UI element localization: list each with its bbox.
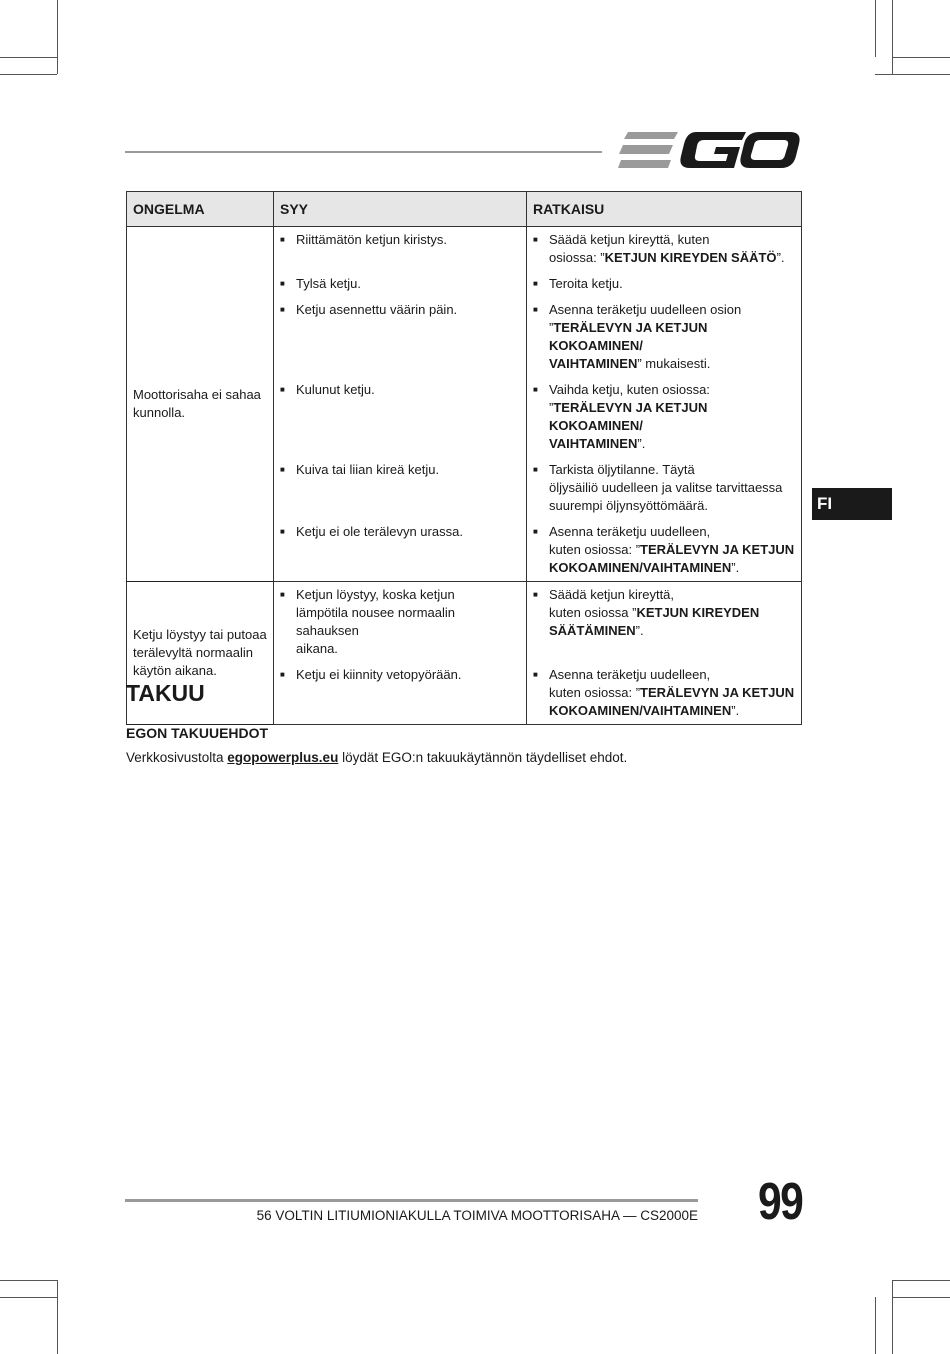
cause-cell bbox=[274, 457, 527, 519]
bullet-icon: ■ bbox=[280, 235, 285, 244]
bullet-icon: ■ bbox=[280, 590, 285, 599]
bullet-icon: ■ bbox=[280, 527, 285, 536]
bullet-icon: ■ bbox=[533, 305, 538, 314]
bullet-icon: ■ bbox=[280, 465, 285, 474]
bullet-icon: ■ bbox=[533, 279, 538, 288]
solution-text bbox=[549, 461, 795, 515]
footer-rule bbox=[125, 1199, 698, 1202]
cause-cell bbox=[274, 227, 527, 272]
cause-cell bbox=[274, 519, 527, 582]
cause-text: Ketju ei kiinnity vetopyörään. bbox=[296, 667, 462, 682]
cause-text: Riittämätön ketjun kiristys. bbox=[296, 232, 447, 247]
cause-cell bbox=[274, 297, 527, 377]
page-number: 99 bbox=[758, 1173, 803, 1231]
solution-part: Asenna teräketju uudelleen osion ” bbox=[549, 302, 742, 335]
solution-cell bbox=[527, 457, 802, 519]
cause-text: Kulunut ketju. bbox=[296, 382, 375, 397]
solution-text bbox=[549, 275, 795, 293]
solution-text bbox=[549, 586, 795, 640]
bullet-icon: ■ bbox=[533, 465, 538, 474]
bullet-icon: ■ bbox=[280, 305, 285, 314]
cause-text: Ketju asennettu väärin päin. bbox=[296, 302, 458, 317]
solution-cell bbox=[527, 271, 802, 297]
cause-text: Ketju ei ole terälevyn urassa. bbox=[296, 524, 463, 539]
footer-title: 56 VOLTIN LITIUMIONIAKULLA TOIMIVA MOOTTORISAHA — CS2000E bbox=[256, 1208, 698, 1223]
cause-cell bbox=[274, 662, 527, 725]
solution-reference: KETJUN KIREYDEN SÄÄTÄMINEN bbox=[549, 605, 760, 638]
solution-cell bbox=[527, 519, 802, 582]
bullet-icon: ■ bbox=[533, 590, 538, 599]
column-header-problem: ONGELMA bbox=[127, 192, 274, 227]
solution-part: ”. bbox=[635, 623, 644, 638]
solution-part: Säädä ketjun kireyttä, kuten osiossa: ” bbox=[549, 232, 710, 265]
solution-text bbox=[549, 301, 795, 373]
solution-cell bbox=[527, 582, 802, 663]
bullet-icon: ■ bbox=[533, 527, 538, 536]
solution-part: Asenna teräketju uudelleen, kuten osiossa: ” bbox=[549, 524, 711, 557]
table-row bbox=[127, 582, 802, 663]
solution-cell bbox=[527, 377, 802, 457]
ego-logo bbox=[618, 128, 800, 172]
solution-reference: TERÄLEVYN JA KETJUN KOKOAMINEN/ VAIHTAMINEN bbox=[549, 400, 708, 451]
warranty-text bbox=[126, 750, 627, 765]
table-row bbox=[127, 227, 802, 272]
cause-text: Ketjun löystyy, koska ketjun lämpötila nousee normaalin sahauksen aikana. bbox=[296, 587, 455, 656]
solution-part: Teroita ketju. bbox=[549, 276, 623, 291]
solution-part: ”. bbox=[731, 703, 740, 718]
solution-part: ” mukaisesti. bbox=[637, 356, 711, 371]
cause-cell bbox=[274, 271, 527, 297]
troubleshooting-table bbox=[126, 191, 802, 725]
warranty-link[interactable]: egopowerplus.eu bbox=[227, 750, 339, 765]
solution-reference: KETJUN KIREYDEN SÄÄTÖ bbox=[604, 250, 777, 265]
problem-text: Ketju löystyy tai putoaa terälevyltä normaalin käytön aikana. bbox=[133, 627, 267, 678]
cause-cell bbox=[274, 377, 527, 457]
solution-part: Tarkista öljytilanne. Täytä öljysäiliö uudelleen ja valitse tarvittaessa suurempi öljynsyöttömäärä. bbox=[549, 462, 783, 513]
solution-cell bbox=[527, 227, 802, 272]
problem-text: Moottorisaha ei sahaa kunnolla. bbox=[133, 387, 261, 420]
solution-part: ”. bbox=[776, 250, 785, 265]
bullet-icon: ■ bbox=[280, 279, 285, 288]
solution-cell bbox=[527, 297, 802, 377]
column-header-solution: RATKAISU bbox=[527, 192, 802, 227]
solution-reference: TERÄLEVYN JA KETJUN KOKOAMINEN/VAIHTAMINEN bbox=[549, 685, 795, 718]
solution-reference: TERÄLEVYN JA KETJUN KOKOAMINEN/ VAIHTAMINEN bbox=[549, 320, 708, 371]
solution-reference: TERÄLEVYN JA KETJUN KOKOAMINEN/VAIHTAMINEN bbox=[549, 542, 795, 575]
warranty-title: TAKUU bbox=[126, 680, 205, 706]
language-tab: FI bbox=[812, 488, 892, 520]
solution-text bbox=[549, 381, 795, 453]
solution-part: Säädä ketjun kireyttä, kuten osiossa ” bbox=[549, 587, 675, 620]
cause-cell bbox=[274, 582, 527, 663]
solution-text bbox=[549, 523, 795, 577]
cause-text: Kuiva tai liian kireä ketju. bbox=[296, 462, 440, 477]
bullet-icon: ■ bbox=[533, 385, 538, 394]
solution-text bbox=[549, 231, 795, 267]
bullet-icon: ■ bbox=[533, 235, 538, 244]
solution-part: Vaihda ketju, kuten osiossa: ” bbox=[549, 382, 710, 415]
warranty-text-after: löydät EGO:n takuukäytännön täydelliset ehdot. bbox=[338, 750, 628, 765]
problem-cell bbox=[127, 227, 274, 582]
solution-part: ”. bbox=[731, 560, 740, 575]
bullet-icon: ■ bbox=[533, 670, 538, 679]
warranty-text-before: Verkkosivustolta bbox=[126, 750, 228, 765]
warranty-subtitle: EGON TAKUUEHDOT bbox=[126, 725, 269, 741]
bullet-icon: ■ bbox=[280, 385, 285, 394]
header-rule bbox=[125, 151, 602, 153]
bullet-icon: ■ bbox=[280, 670, 285, 679]
solution-cell bbox=[527, 662, 802, 725]
solution-part: ”. bbox=[637, 436, 646, 451]
cause-text: Tylsä ketju. bbox=[296, 276, 362, 291]
table-header-row bbox=[127, 192, 802, 227]
solution-part: Asenna teräketju uudelleen, kuten osiossa: ” bbox=[549, 667, 711, 700]
solution-text bbox=[549, 666, 795, 720]
column-header-cause: SYY bbox=[274, 192, 527, 227]
